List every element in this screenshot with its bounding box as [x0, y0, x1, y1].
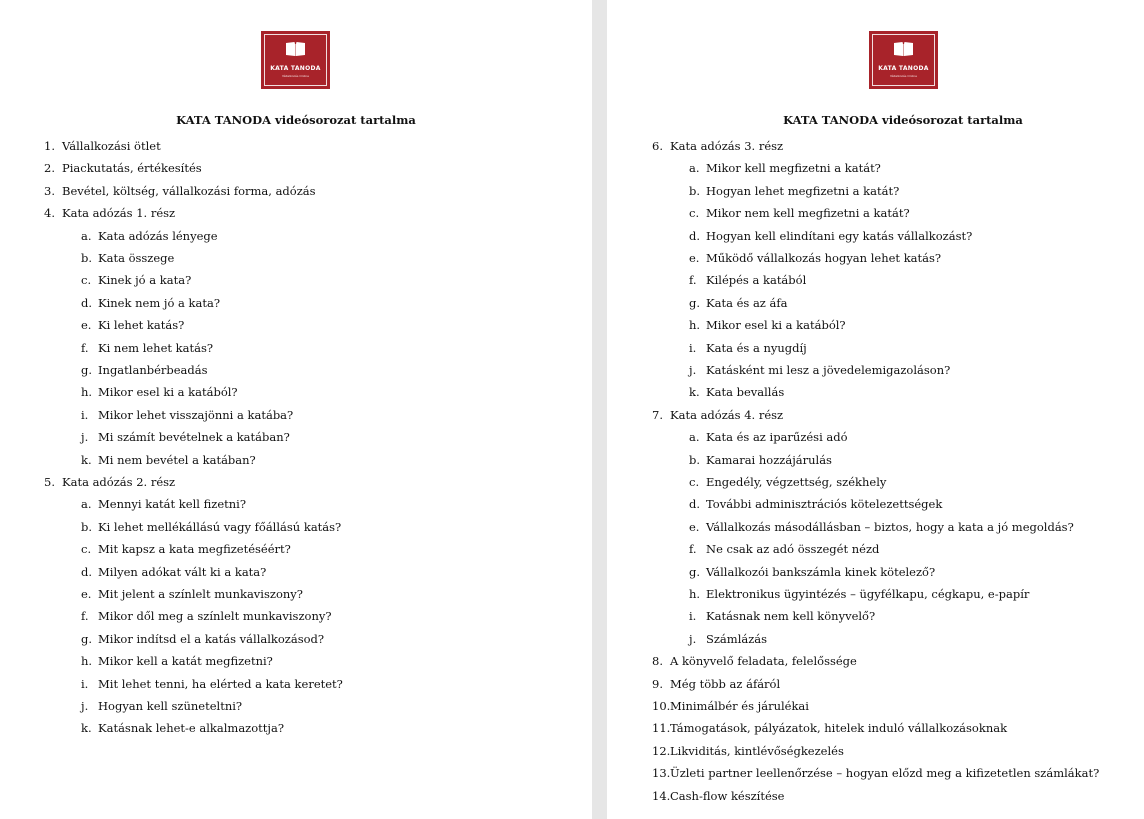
item-number: d.: [689, 228, 701, 243]
item-number: c.: [81, 542, 92, 557]
item-text: Mikor lehet visszajönni a katába?: [98, 407, 294, 422]
item-text: Katásként mi lesz a jövedelemigazoláson?: [706, 363, 951, 377]
item-number: h.: [81, 385, 93, 400]
item-text: Katásnak lehet-e alkalmazottja?: [98, 721, 284, 736]
item-number: f.: [689, 542, 697, 557]
item-number: j.: [81, 430, 89, 445]
item-text: Mikor esel ki a katából?: [98, 385, 238, 400]
item-text: Elektronikus ügyintézés – ügyfélkapu, cégkapu, e-papír: [706, 587, 1030, 601]
item-text: Kinek jó a kata?: [98, 273, 192, 288]
item-text: Mit kapsz a kata megfizetéséért?: [98, 542, 291, 557]
item-text: Támogatások, pályázatok, hitelek induló vállalkozásoknak: [670, 721, 1008, 736]
item-number: h.: [689, 587, 701, 601]
item-text: Ki nem lehet katás?: [98, 340, 214, 355]
item-text: Engedély, végzettség, székhely: [706, 475, 887, 489]
item-text: Katásnak nem kell könyvelő?: [706, 609, 876, 624]
item-text: Kilépés a katából: [706, 273, 807, 288]
item-number: g.: [81, 363, 93, 377]
item-text: Mikor indítsd el a katás vállalkozásod?: [98, 631, 325, 646]
item-number: a.: [81, 497, 92, 512]
logo-tagline: Vállalkozás Online: [889, 74, 918, 78]
item-text: Mikor nem kell megfizetni a katát?: [706, 206, 910, 221]
item-number: 9.: [652, 676, 663, 691]
item-text: További adminisztrációs kötelezettségek: [706, 497, 943, 512]
item-text: Hogyan kell elindítani egy katás vállalkozást?: [706, 228, 973, 243]
item-text: Cash-flow készítése: [670, 788, 785, 803]
item-text: Bevétel, költség, vállalkozási forma, adózás: [62, 183, 316, 198]
item-number: i.: [81, 676, 89, 691]
item-text: Ki lehet katás?: [98, 318, 185, 333]
item-number: 5.: [44, 475, 55, 489]
item-text: Kata és az áfa: [706, 295, 788, 310]
item-number: 14.: [652, 788, 671, 803]
book-icon: [893, 41, 914, 57]
item-text: Hogyan lehet megfizetni a katát?: [706, 183, 900, 198]
item-number: c.: [81, 273, 92, 288]
item-text: Likviditás, kintlévőségkezelés: [670, 743, 844, 758]
item-number: f.: [81, 609, 89, 624]
item-text: Mikor kell megfizetni a katát?: [706, 161, 881, 176]
item-number: e.: [81, 318, 92, 333]
item-number: e.: [689, 251, 700, 265]
item-text: Milyen adókat vált ki a kata?: [98, 564, 267, 579]
page-title: KATA TANODA videósorozat tartalma: [783, 113, 1023, 127]
item-text: Ne csak az adó összegét nézd: [706, 542, 880, 557]
item-text: Mi számít bevételnek a katában?: [98, 430, 290, 445]
item-text: Mikor dől meg a színlelt munkaviszony?: [98, 609, 332, 624]
item-number: j.: [689, 363, 697, 377]
logo-title: KATA TANODA: [270, 65, 321, 72]
item-text: Vállalkozói bankszámla kinek kötelező?: [706, 564, 936, 579]
item-number: f.: [81, 340, 89, 355]
item-text: Kata adózás 3. rész: [670, 139, 784, 153]
item-text: Vállalkozási ötlet: [62, 139, 161, 153]
kata-tanoda-logo: [261, 31, 330, 89]
item-number: j.: [81, 699, 89, 713]
item-text: Mikor esel ki a katából?: [706, 318, 846, 333]
item-text: Kata adózás 2. rész: [62, 475, 176, 489]
item-number: 1.: [44, 139, 55, 153]
item-number: 11.: [652, 721, 671, 736]
item-number: d.: [689, 497, 701, 512]
item-text: Kata és a nyugdíj: [706, 340, 807, 355]
item-number: j.: [689, 631, 697, 646]
item-number: b.: [689, 183, 701, 198]
page-gap: [592, 0, 607, 819]
item-text: Kata összege: [98, 251, 175, 265]
item-number: 7.: [652, 407, 663, 422]
item-number: 8.: [652, 654, 663, 669]
item-text: Mit jelent a színlelt munkaviszony?: [98, 587, 303, 601]
item-text: A könyvelő feladata, felelőssége: [670, 654, 857, 669]
item-number: e.: [689, 519, 700, 534]
item-number: 4.: [44, 206, 55, 221]
item-number: k.: [81, 452, 92, 467]
item-number: 6.: [652, 139, 663, 153]
item-text: Mennyi katát kell fizetni?: [98, 497, 246, 512]
item-number: g.: [689, 564, 701, 579]
item-text: Piackutatás, értékesítés: [62, 161, 202, 176]
item-number: i.: [689, 340, 697, 355]
item-number: d.: [81, 295, 93, 310]
item-text: Minimálbér és járulékai: [670, 699, 809, 713]
item-text: Vállalkozás másodállásban – biztos, hogy a kata a jó megoldás?: [706, 519, 1074, 534]
item-text: Még több az áfáról: [670, 676, 781, 691]
item-number: k.: [689, 385, 700, 400]
item-text: Működő vállalkozás hogyan lehet katás?: [706, 251, 942, 265]
item-number: 2.: [44, 161, 55, 176]
item-number: b.: [81, 251, 93, 265]
item-text: Számlázás: [706, 631, 768, 646]
book-icon: [285, 41, 306, 57]
item-number: 3.: [44, 183, 55, 198]
item-number: b.: [689, 452, 701, 467]
item-number: i.: [689, 609, 697, 624]
item-number: i.: [81, 407, 89, 422]
item-text: Ingatlanbérbeadás: [98, 363, 208, 377]
item-number: c.: [689, 206, 700, 221]
item-text: Kata bevallás: [706, 385, 785, 400]
item-number: b.: [81, 519, 93, 534]
item-text: Kata adózás lényege: [98, 228, 218, 243]
item-text: Ki lehet mellékállású vagy főállású katás?: [98, 519, 342, 534]
logo-tagline: Vállalkozás Online: [281, 74, 310, 78]
item-number: 13.: [652, 766, 671, 781]
item-number: e.: [81, 587, 92, 601]
item-text: Hogyan kell szüneteltni?: [98, 699, 243, 713]
item-text: Kata adózás 4. rész: [670, 407, 784, 422]
item-text: Kata és az iparűzési adó: [706, 430, 848, 445]
item-number: h.: [689, 318, 701, 333]
item-number: 12.: [652, 743, 671, 758]
item-text: Kata adózás 1. rész: [62, 206, 176, 221]
item-text: Üzleti partner leellenőrzése – hogyan előzd meg a kifizetetlen számlákat?: [670, 766, 1100, 781]
item-number: a.: [689, 430, 700, 445]
item-number: g.: [689, 295, 701, 310]
kata-tanoda-logo: [869, 31, 938, 89]
item-text: Mit lehet tenni, ha elérted a kata keretet?: [98, 676, 343, 691]
item-text: Kinek nem jó a kata?: [98, 295, 221, 310]
item-number: k.: [81, 721, 92, 736]
item-number: c.: [689, 475, 700, 489]
item-number: 10.: [652, 699, 671, 713]
item-text: Kamarai hozzájárulás: [706, 452, 832, 467]
page-title: KATA TANODA videósorozat tartalma: [176, 113, 416, 127]
item-number: h.: [81, 654, 93, 669]
item-text: Mi nem bevétel a katában?: [98, 452, 256, 467]
document-page-right: [607, 0, 1144, 819]
logo-title: KATA TANODA: [878, 65, 929, 72]
item-number: g.: [81, 631, 93, 646]
item-number: a.: [689, 161, 700, 176]
item-number: a.: [81, 228, 92, 243]
item-text: Mikor kell a katát megfizetni?: [98, 654, 273, 669]
item-number: d.: [81, 564, 93, 579]
item-number: f.: [689, 273, 697, 288]
